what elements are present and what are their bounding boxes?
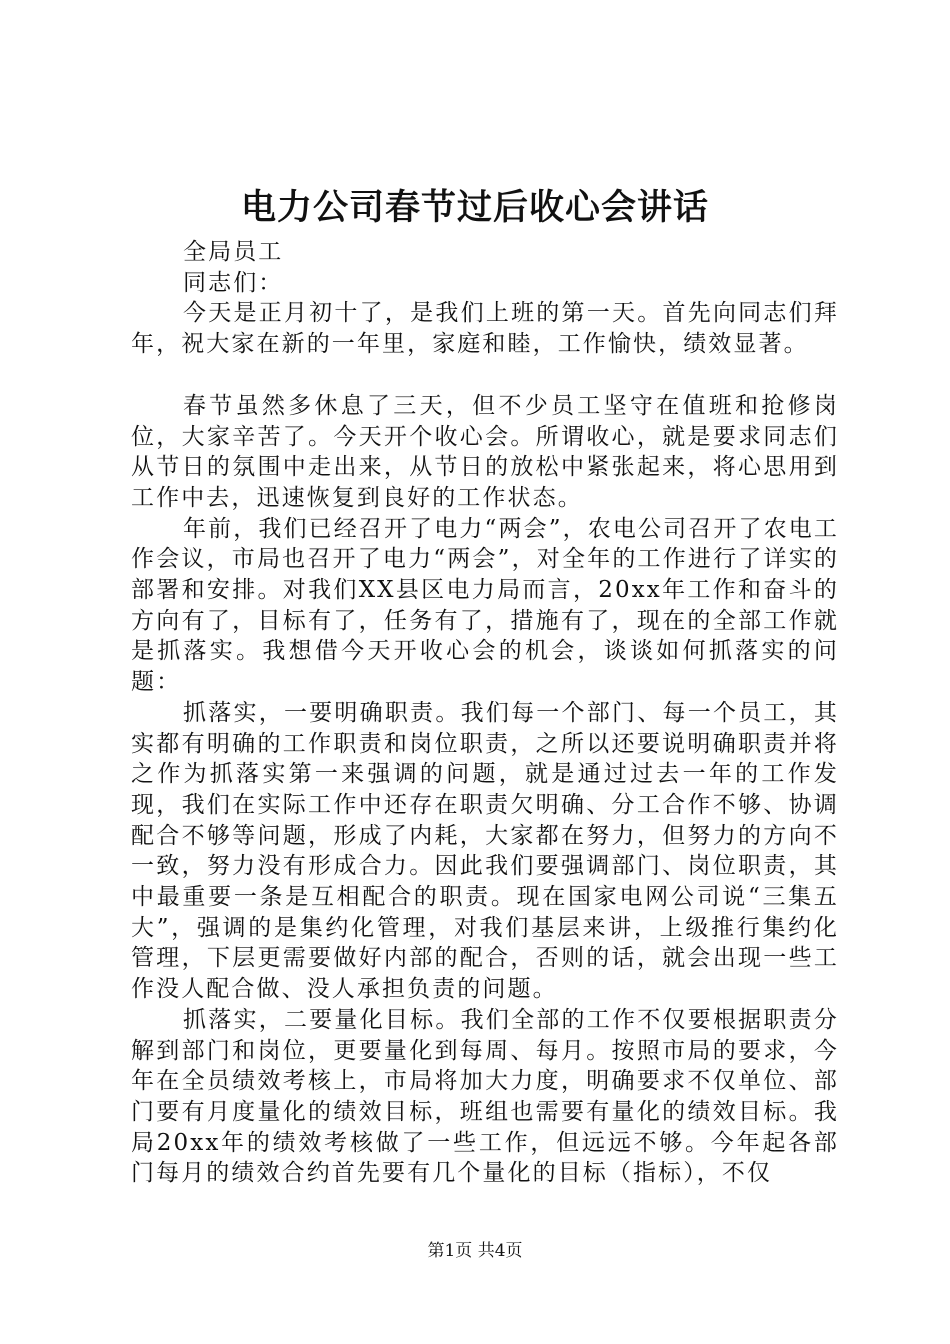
body-paragraph: 今天是正月初十了，是我们上班的第一天。首先向同志们拜年，祝大家在新的一年里，家庭和睦，工作愉快，绩效显著。 xyxy=(131,300,839,358)
body-paragraph: 春节虽然多休息了三天，但不少员工坚守在值班和抢修岗位，大家辛苦了。今天开个收心会。所谓收心，就是要求同志们从节日的氛围中走出来，从节日的放松中紧张起来，将心思用到工作中去，迅速恢复到良好的工作状态。 xyxy=(131,392,839,511)
body-paragraph: 年前，我们已经召开了电力“两会”，农电公司召开了农电工作会议，市局也召开了电力“两会”，对全年的工作进行了详实的部署和安排。对我们XX县区电力局而言，20xx年工作和奋斗的方向有了，目标有了，任务有了，措施有了，现在的全部工作就是抓落实。我想借今天开收心会的机会，谈谈如何抓落实的问题： xyxy=(131,515,839,696)
body-paragraph: 抓落实，一要明确职责。我们每一个部门、每一个员工，其实都有明确的工作职责和岗位职责，之所以还要说明确职责并将之作为抓落实第一来强调的问题，就是通过过去一年的工作发现，我们在实际工作中还存在职责欠明确、分工合作不够、协调配合不够等问题，形成了内耗，大家都在努力，但努力的方向不一致，努力没有形成合力。因此我们要强调部门、岗位职责，其中最重要一条是互相配合的职责。现在国家电网公司说“三集五大”，强调的是集约化管理，对我们基层来讲，上级推行集约化管理，下层更需要做好内部的配合，否则的话，就会出现一些工作没人配合做、没人承担负责的问题。 xyxy=(131,699,839,1003)
page-number-footer: 第1页 共4页 xyxy=(427,1241,523,1261)
body-paragraph: 抓落实，二要量化目标。我们全部的工作不仅要根据职责分解到部门和岗位，更要量化到每周、每月。按照市局的要求，今年在全员绩效考核上，市局将加大力度，明确要求不仅单位、部门要有月度量化的绩效目标，班组也需要有量化的绩效目标。我局20xx年的绩效考核做了一些工作，但远远不够。今年起各部门每月的绩效合约首先要有几个量化的目标（指标），不仅 xyxy=(131,1006,839,1187)
document-body xyxy=(131,237,839,1189)
salutation-line: 全局员工 xyxy=(183,239,284,265)
greeting-line: 同志们： xyxy=(183,269,284,296)
document-title: 电力公司春节过后收心会讲话 xyxy=(240,187,709,228)
